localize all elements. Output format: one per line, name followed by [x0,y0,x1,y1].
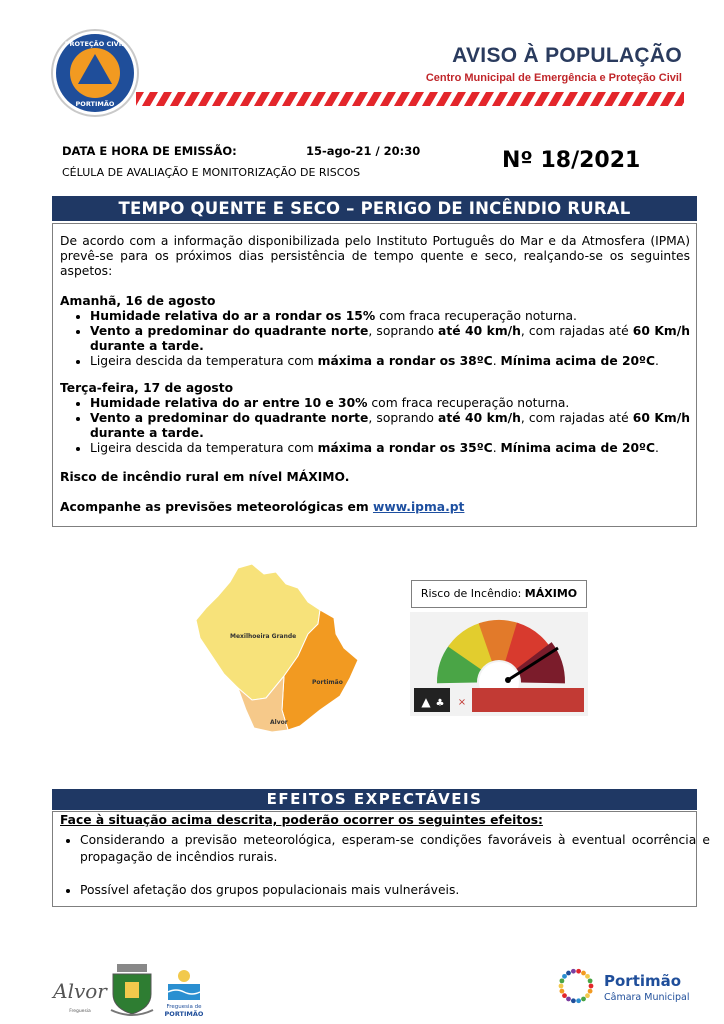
ipma-link[interactable]: www.ipma.pt [372,500,465,514]
logo-dot [560,978,565,983]
alvor-logo-sub: Freguesia [69,1009,91,1014]
emission-value: 15-ago-21 / 20:30 [306,144,421,158]
list-item: • Considerando a previsão meteorológica, esperam-se condições favoráveis à eventual ocorrência e propagação de incêndios rurais. [80,832,710,866]
parish-map [190,560,380,750]
map-label-portimao: Portimão [312,679,343,686]
logo-text-bottom: PORTIMÃO [75,100,115,108]
cross-icon: × [457,697,467,708]
list-item: • Ligeira descida da temperatura com máxima a rondar os 35ºC. Mínima acima de 20ºC. [90,441,690,456]
logo-dot [581,971,586,976]
effects-list [60,832,710,899]
freguesia-text: Freguesia de [166,1004,202,1010]
risk-level-box [411,580,587,608]
mexilhoeira-crest-icon [105,962,159,1018]
tree-icon: ♣ [435,698,445,709]
logo-dot [576,998,581,1003]
logo-dot [588,978,593,983]
day-forecast-1 [60,294,690,369]
logo-dot [559,984,564,989]
portimao-logo-sub: Câmara Municipal [604,992,690,1003]
risk-level: MÁXIMO [524,587,578,600]
protecao-civil-logo [50,28,140,118]
main-content-box [52,223,697,527]
logo-dot [566,971,571,976]
risk-label: Risco de Incêndio: [420,587,525,600]
logo-dot [589,984,594,989]
page-subtitle: Centro Municipal de Emergência e Proteção Civil [425,72,682,84]
intro-text: De acordo com a informação disponibilizada pelo Instituto Português do Mar e da Atmosfera (IPMA) prevê-se para os próximos dias persistência de tempo quente e seco, realçando-se os seguintes aspetos: [60,234,690,278]
map-label-mexilhoeira: Mexilhoeira Grande [230,633,297,640]
page-title: AVISO À POPULAÇÃO [452,44,682,67]
effects-box [52,811,710,907]
logo-dot [571,969,576,974]
list-item: • Vento a predominar do quadrante norte, soprando até 40 km/h, com rajadas até 60 Km/h durante a tarde. [90,324,690,354]
campfire-icon [414,688,450,712]
logo-dot [562,974,567,979]
logo-dot [566,997,571,1002]
logo-dot [571,998,576,1003]
day-forecast-2 [60,381,690,456]
effects-heading: EFEITOS EXPECTÁVEIS [52,789,697,810]
logo-dot [585,974,590,979]
fire-risk-gauge [410,612,588,716]
freguesia-portimao-logo [164,962,204,1018]
list-item: • Vento a predominar do quadrante norte, soprando até 40 km/h, com rajadas até 60 Km/h durante a tarde. [90,411,690,441]
cell-label: CÉLULA DE AVALIAÇÃO E MONITORIZAÇÃO DE RISCOS [62,166,361,179]
day-title: Terça-feira, 17 de agosto [60,381,234,395]
flame-icon: ▲ [421,695,431,709]
list-item: • Ligeira descida da temperatura com máxima a rondar os 38ºC. Mínima acima de 20ºC. [90,354,690,369]
portimao-logo-name: Portimão [604,972,682,990]
follow-statement: Acompanhe as previsões meteorológicas em www.ipma.pt [60,500,465,514]
risk-statement: Risco de incêndio rural em nível MÁXIMO. [60,470,350,484]
list-item: • Possível afetação dos grupos populacionais mais vulneráveis. [80,882,710,899]
logo-dot [576,969,581,974]
list-item: • Humidade relativa do ar entre 10 e 30% com fraca recuperação noturna. [90,396,690,411]
main-heading: TEMPO QUENTE E SECO – PERIGO DE INCÊNDIO RURAL [52,196,697,221]
alvor-logo-text: Alvor [53,979,107,1003]
emission-label: DATA E HORA DE EMISSÃO: [62,144,237,158]
logo-dot [581,997,586,1002]
effects-intro: Face à situação acima descrita, poderão ocorrer os seguintes efeitos: [60,813,543,827]
notice-number: Nº 18/2021 [502,148,641,173]
logo-dot [588,989,593,994]
alvor-logo [53,966,107,1016]
logo-dot [585,993,590,998]
camara-portimao-logo [554,964,704,1008]
logo-dot [560,989,565,994]
logo-dot [562,993,567,998]
hazard-stripe [136,92,684,106]
logo-text-top: PROTEÇÃO CIVIL [64,40,126,48]
map-label-alvor: Alvor [270,719,288,726]
prohibited-activities-icon [472,688,584,712]
freguesia-name: PORTIMÃO [164,1010,204,1018]
list-item: • Humidade relativa do ar a rondar os 15% com fraca recuperação noturna. [90,309,690,324]
day-title: Amanhã, 16 de agosto [60,294,216,308]
